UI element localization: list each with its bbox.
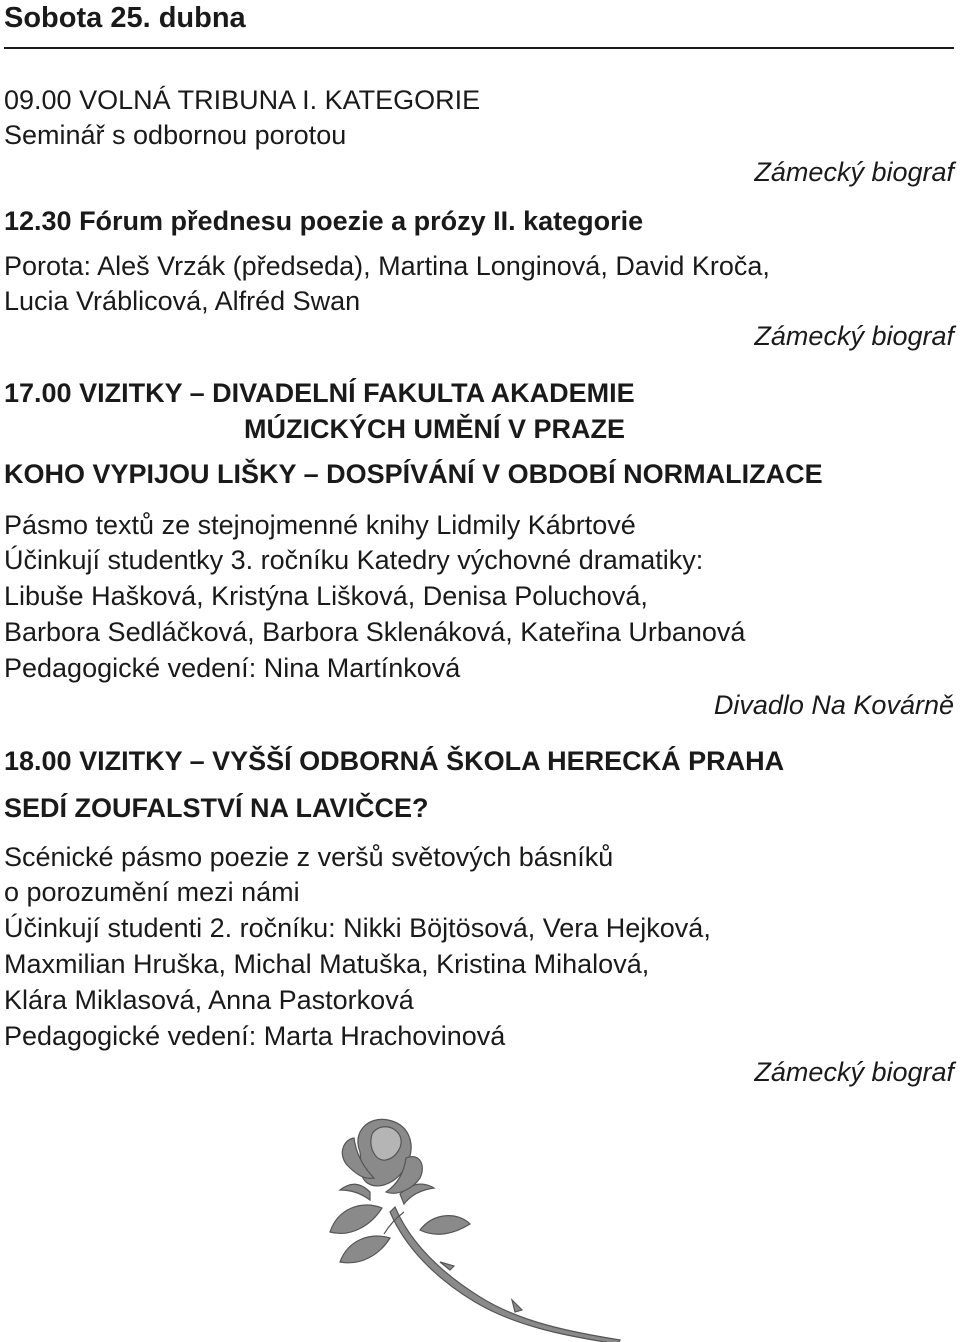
rose-icon — [300, 1112, 630, 1342]
event-2-line: Lucia Vráblicová, Alfréd Swan — [4, 286, 361, 316]
event-3-venue: Divadlo Na Kovárně — [713, 690, 954, 720]
event-1-venue: Zámecký biograf — [754, 157, 954, 187]
event-3-title-cont: MÚZICKÝCH UMĚNÍ V PRAZE — [244, 414, 626, 444]
event-4-line: Účinkují studenti 2. ročníku: Nikki Böjtösová, Vera Hejková, — [4, 913, 711, 943]
event-1-title: 09.00 VOLNÁ TRIBUNA I. KATEGORIE — [4, 85, 481, 115]
event-3-line: Libuše Hašková, Kristýna Lišková, Denisa Poluchová, — [4, 581, 648, 611]
event-4-line: Scénické pásmo poezie z veršů světových básníků — [4, 842, 614, 872]
page-title: Sobota 25. dubna — [4, 2, 246, 34]
event-4-line: Klára Miklasová, Anna Pastorková — [4, 985, 414, 1015]
event-4-line: Pedagogické vedení: Marta Hrachovinová — [4, 1021, 506, 1051]
event-2-line: Porota: Aleš Vrzák (předseda), Martina Longinová, David Kroča, — [4, 251, 770, 281]
event-4-venue: Zámecký biograf — [754, 1057, 954, 1087]
event-3-line: Barbora Sedláčková, Barbora Sklenáková, Kateřina Urbanová — [4, 617, 746, 647]
event-3-title: 17.00 VIZITKY – DIVADELNÍ FAKULTA AKADEMIE — [4, 378, 635, 408]
event-4-line: Maxmilian Hruška, Michal Matuška, Kristina Mihalová, — [4, 949, 650, 979]
event-2-venue: Zámecký biograf — [754, 321, 954, 351]
event-3-subtitle: KOHO VYPIJOU LIŠKY – DOSPÍVÁNÍ V OBDOBÍ NORMALIZACE — [4, 459, 823, 489]
event-4-subtitle: SEDÍ ZOUFALSTVÍ NA LAVIČCE? — [4, 793, 429, 823]
event-4-line: o porozumění mezi námi — [4, 877, 300, 907]
event-3-line: Pásmo textů ze stejnojmenné knihy Lidmily Kábrtové — [4, 510, 636, 540]
event-1-line: Seminář s odbornou porotou — [4, 120, 347, 150]
event-3-line: Pedagogické vedení: Nina Martínková — [4, 653, 461, 683]
header-divider — [4, 47, 954, 49]
event-2-title: 12.30 Fórum přednesu poezie a prózy II. kategorie — [4, 206, 644, 236]
event-3-line: Účinkují studentky 3. ročníku Katedry výchovné dramatiky: — [4, 545, 704, 575]
event-4-title: 18.00 VIZITKY – VYŠŠÍ ODBORNÁ ŠKOLA HERECKÁ PRAHA — [4, 746, 785, 776]
